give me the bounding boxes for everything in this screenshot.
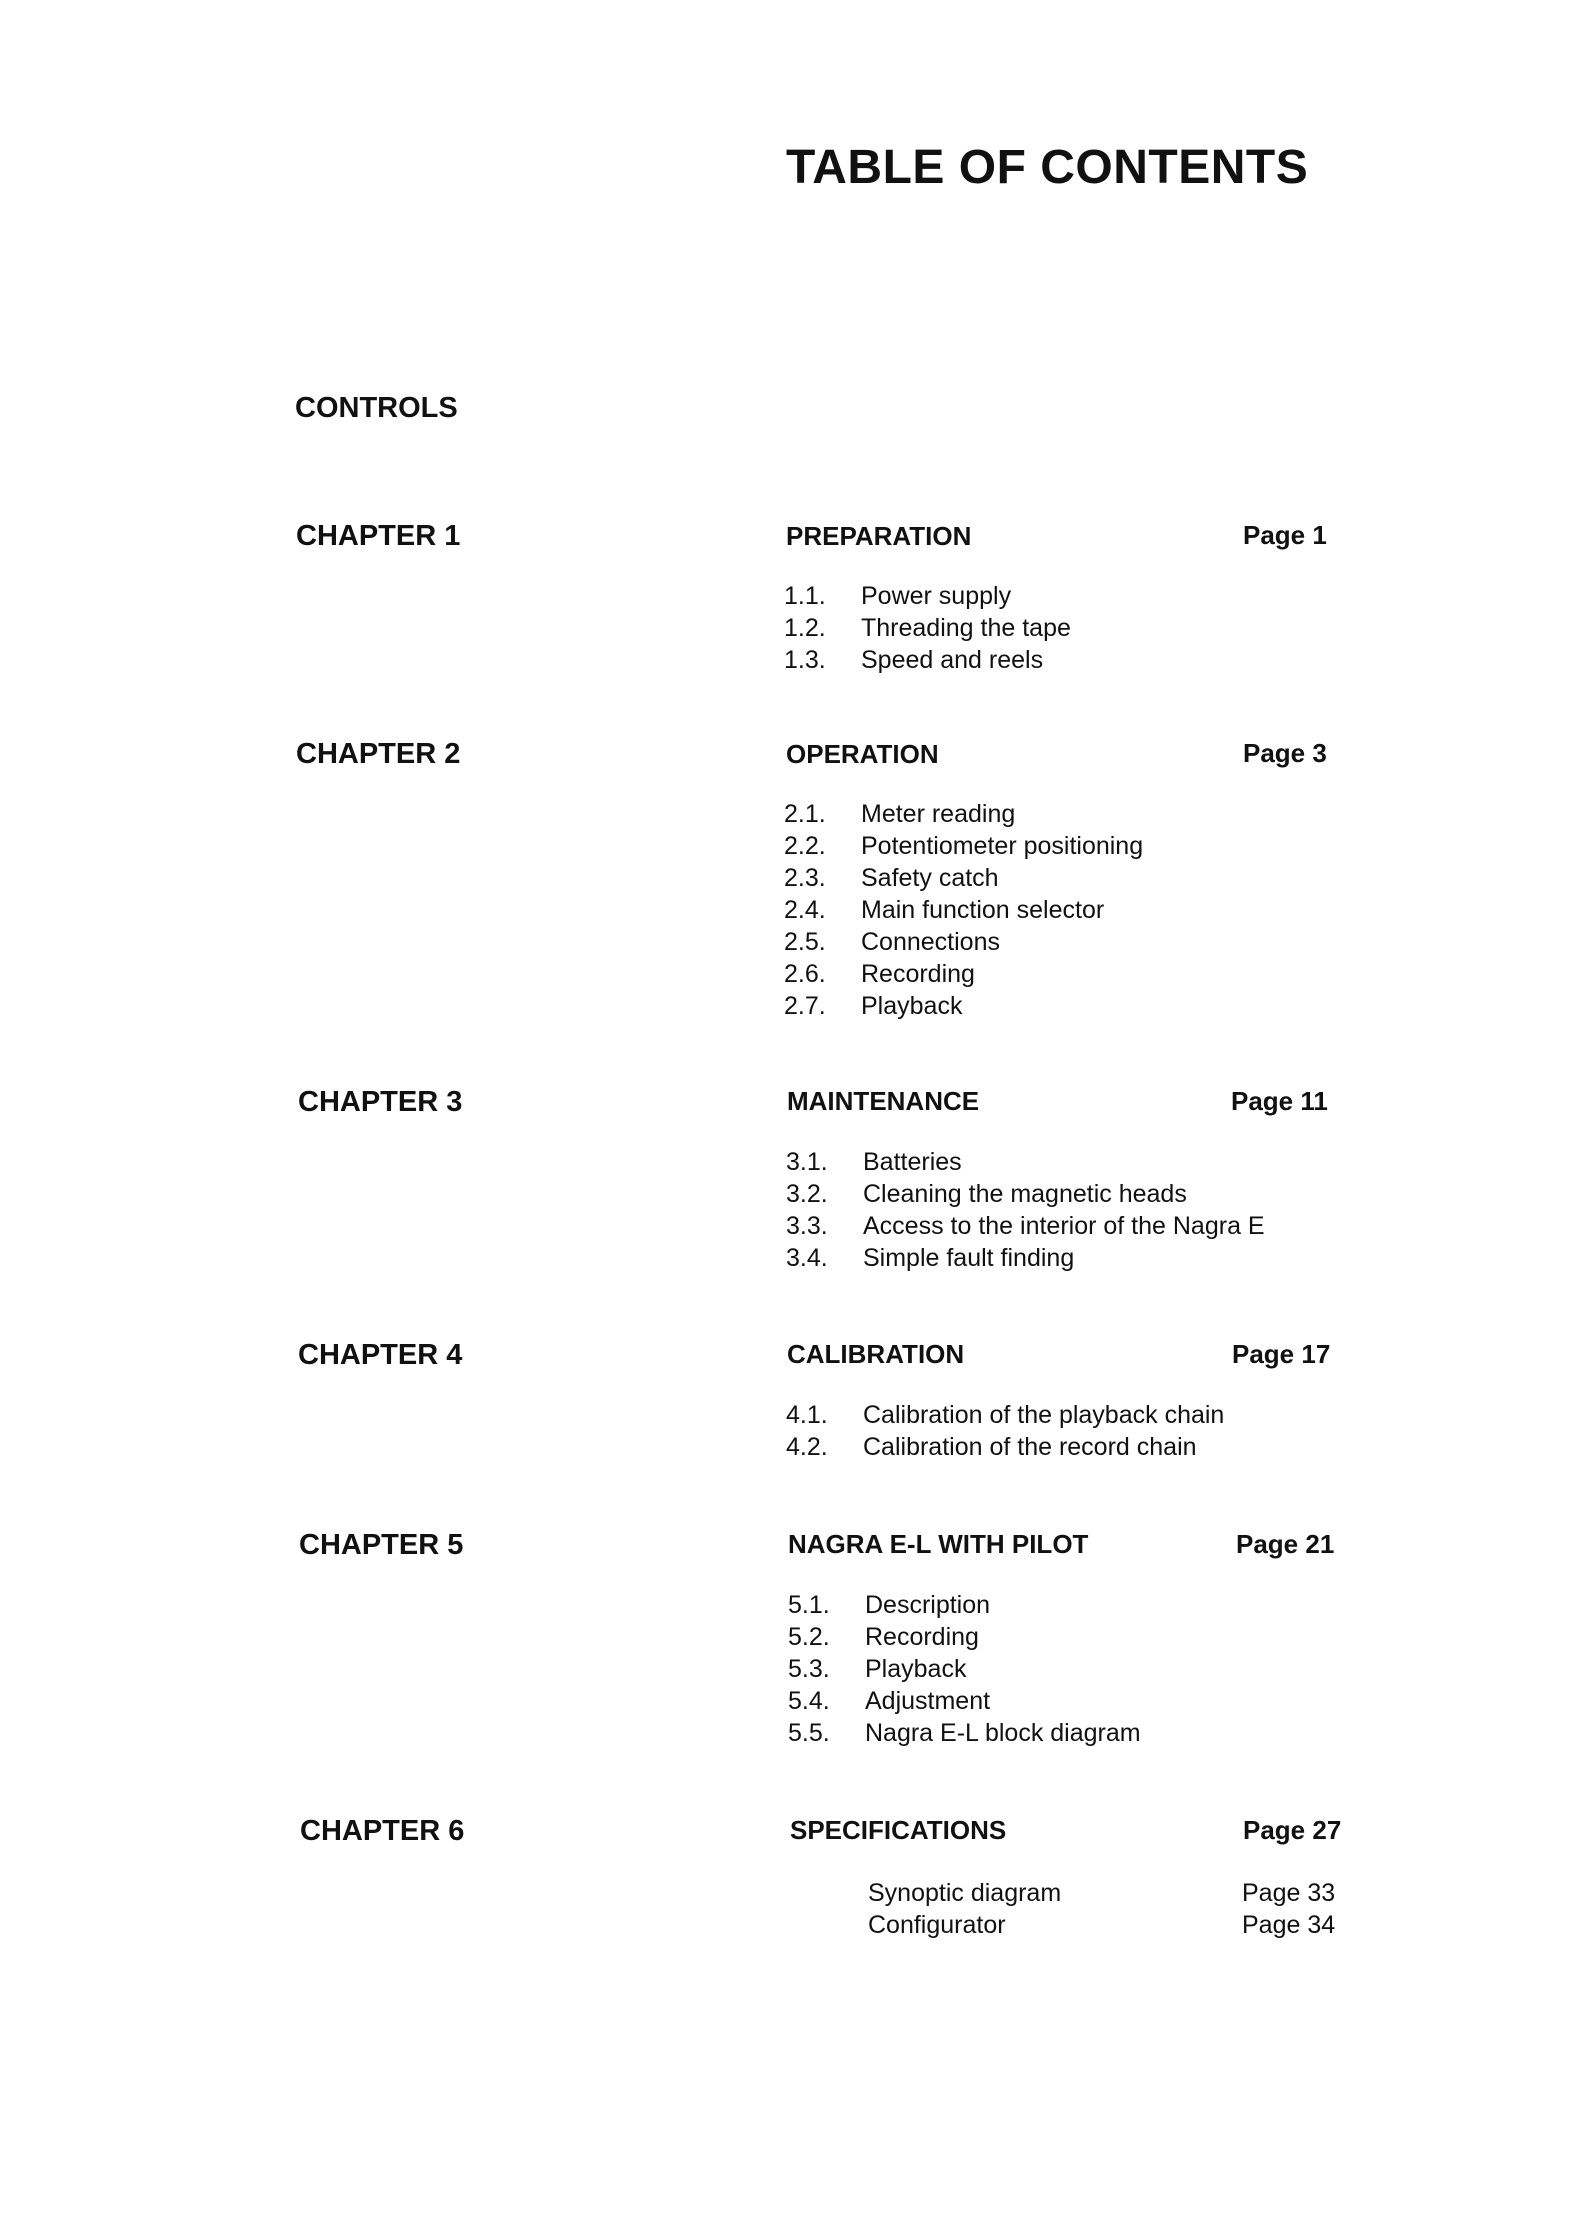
chapter-heading: NAGRA E-L WITH PILOT: [788, 1529, 1089, 1559]
item-page: Page 34: [1242, 1911, 1336, 1939]
extra-list: [868, 1879, 1348, 1943]
item-title: Playback: [865, 1655, 967, 1683]
item-number: 1.3.: [784, 646, 826, 674]
chapter-page: Page 17: [1232, 1339, 1331, 1369]
chapter-label: CHAPTER 4: [298, 1339, 463, 1371]
item-number: 2.6.: [784, 960, 826, 988]
item-title: Description: [865, 1591, 991, 1619]
item-title: Configurator: [868, 1911, 1006, 1939]
item-number: 2.4.: [784, 896, 826, 924]
chapter-heading: CALIBRATION: [787, 1339, 965, 1369]
item-title: Meter reading: [861, 800, 1016, 828]
item-title: Speed and reels: [861, 646, 1044, 674]
item-number: 1.1.: [784, 582, 826, 610]
item-number: 2.5.: [784, 928, 826, 956]
item-title: Calibration of the record chain: [863, 1433, 1197, 1461]
item-title: Cleaning the magnetic heads: [863, 1180, 1187, 1208]
item-number: 2.3.: [784, 864, 826, 892]
item-number: 5.4.: [788, 1687, 830, 1715]
item-title: Playback: [861, 992, 963, 1020]
item-title: Nagra E-L block diagram: [865, 1719, 1141, 1747]
item-number: 2.1.: [784, 800, 826, 828]
item-title: Power supply: [861, 582, 1012, 610]
item-title: Threading the tape: [861, 614, 1071, 642]
chapter-label: CHAPTER 2: [296, 738, 461, 770]
item-number: 5.1.: [788, 1591, 830, 1619]
list-item: [868, 1879, 1348, 1911]
item-number: 3.3.: [786, 1212, 828, 1240]
list-item: [868, 1911, 1348, 1943]
item-title: Adjustment: [865, 1687, 991, 1715]
chapter-label: CHAPTER 5: [299, 1529, 464, 1561]
item-title: Batteries: [863, 1148, 962, 1176]
chapter-page: Page 1: [1243, 520, 1327, 550]
chapter-label: CHAPTER 3: [298, 1086, 463, 1118]
chapter-page: Page 3: [1243, 738, 1327, 768]
item-title: Safety catch: [861, 864, 999, 892]
controls-heading: CONTROLS: [295, 392, 458, 424]
chapter-heading: PREPARATION: [786, 521, 972, 551]
item-number: 4.2.: [786, 1433, 828, 1461]
item-title: Recording: [865, 1623, 979, 1651]
item-title: Synoptic diagram: [868, 1879, 1062, 1907]
item-title: Calibration of the playback chain: [863, 1401, 1225, 1429]
chapter-label: CHAPTER 1: [296, 520, 461, 552]
chapter-label: CHAPTER 6: [300, 1815, 465, 1847]
item-title: Simple fault finding: [863, 1244, 1075, 1272]
chapter-page: Page 27: [1243, 1815, 1342, 1845]
item-number: 5.5.: [788, 1719, 830, 1747]
chapter-page: Page 11: [1231, 1086, 1328, 1116]
item-title: Recording: [861, 960, 975, 988]
item-number: 3.1.: [786, 1148, 828, 1176]
item-title: Potentiometer positioning: [861, 832, 1144, 860]
page-title: TABLE OF CONTENTS: [786, 141, 1309, 194]
item-title: Access to the interior of the Nagra E: [863, 1212, 1265, 1240]
item-title: Connections: [861, 928, 1000, 956]
chapter-heading: OPERATION: [786, 739, 939, 769]
item-number: 1.2.: [784, 614, 826, 642]
item-number: 2.7.: [784, 992, 826, 1020]
chapter-page: Page 21: [1236, 1529, 1335, 1559]
item-number: 4.1.: [786, 1401, 828, 1429]
item-title: Main function selector: [861, 896, 1105, 924]
item-number: 2.2.: [784, 832, 826, 860]
item-number: 3.2.: [786, 1180, 828, 1208]
item-page: Page 33: [1242, 1879, 1336, 1907]
chapter-heading: MAINTENANCE: [787, 1086, 980, 1116]
item-number: 5.2.: [788, 1623, 830, 1651]
item-number: 3.4.: [786, 1244, 828, 1272]
item-number: 5.3.: [788, 1655, 830, 1683]
chapter-heading: SPECIFICATIONS: [790, 1815, 1007, 1845]
